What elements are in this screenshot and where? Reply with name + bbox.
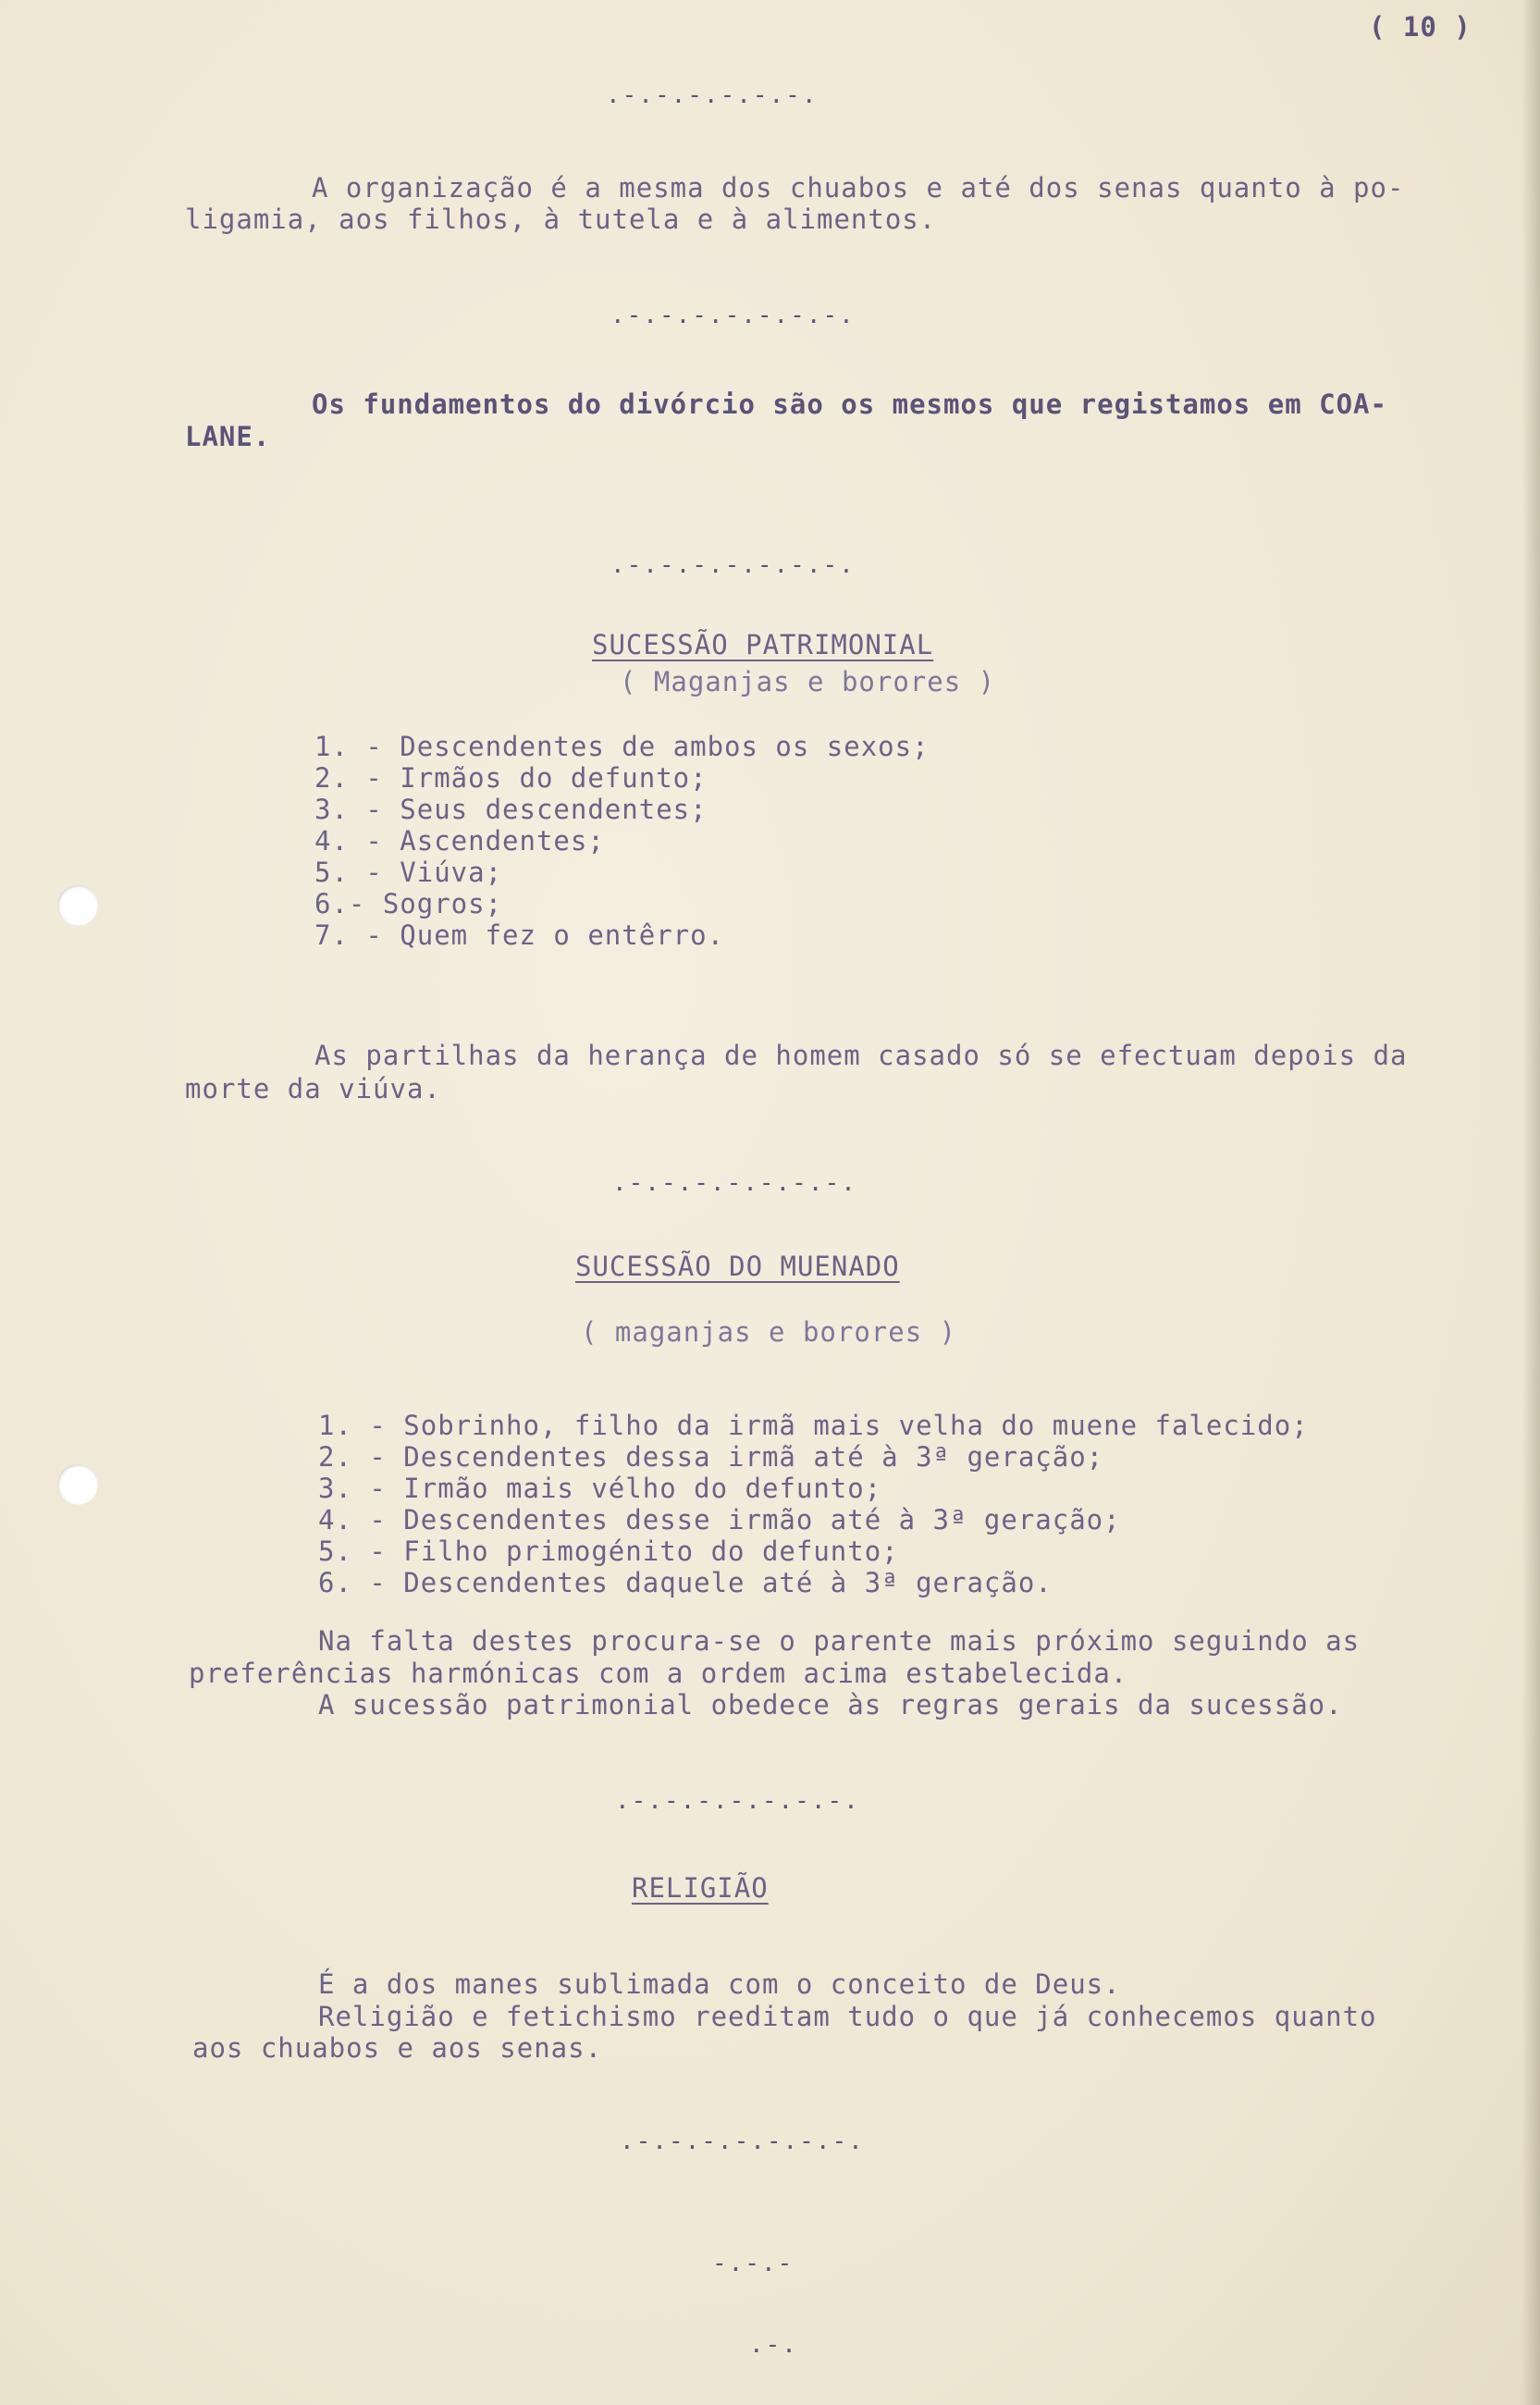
separator: .-.-.-.-.-.-.-. [612,1169,857,1197]
list-item: 2. - Descendentes dessa irmã até à 3ª geração; [318,1441,1104,1473]
separator: .-.-.-.-.-.-.-. [610,551,856,579]
page-number: ( 10 ) [1369,11,1472,43]
list-item: 2. - Irmãos do defunto; [314,762,708,794]
section-subtitle: ( Maganjas e borores ) [620,666,996,697]
paragraph-line: É a dos manes sublimada com o conceito de Deus. [318,1968,1121,2000]
list-item: 3. - Irmão mais vélho do defunto; [318,1473,882,1504]
separator: .-.-.-.-.-.-.-. [620,2128,865,2155]
section-title: RELIGIÃO [632,1872,769,1904]
section-title: SUCESSÃO DO MUENADO [575,1251,900,1282]
punch-hole-top [57,885,98,926]
paragraph-line: A sucessão patrimonial obedece às regras gerais da sucessão. [318,1689,1343,1720]
paragraph-line: As partilhas da herança de homem casado só se efectuam depois da [314,1040,1408,1071]
list-item: 4. - Ascendentes; [314,825,605,857]
paragraph-line: ligamia, aos filhos, à tutela e à alimentos. [185,204,937,235]
paragraph-line: morte da viúva. [185,1073,441,1104]
list-item: 4. - Descendentes desse irmão até à 3ª geração; [318,1504,1121,1536]
list-item: 7. - Quem fez o entêrro. [314,919,725,951]
section-title: SUCESSÃO PATRIMONIAL [592,629,934,660]
separator: .-.-.-.-.-.-.-. [610,302,856,329]
end-mark: -.-.- [712,2250,795,2277]
separator: .-.-.-.-.-.-.-. [615,1787,860,1815]
paragraph-line: Na falta destes procura-se o parente mais próximo seguindo as [318,1625,1361,1657]
paragraph-line: preferências harmónicas com a ordem acima estabelecida. [189,1658,1128,1689]
list-item: 5. - Viúva; [314,857,503,888]
paragraph-line: Os fundamentos do divórcio são os mesmos que registamos em COA- [312,388,1387,420]
separator: .-.-.-.-.-.-. [606,81,819,109]
page-edge [1522,0,1540,2405]
paragraph-line: A organização é a mesma dos chuabos e até dos senas quanto à po- [312,172,1405,204]
end-mark: .-. [749,2331,798,2359]
list-item: 1. - Descendentes de ambos os sexos; [314,731,930,762]
list-item: 6. - Descendentes daquele até à 3ª geração. [318,1567,1053,1598]
list-item: 5. - Filho primogénito do defunto; [318,1536,899,1567]
paragraph-line: Religião e fetichismo reeditam tudo o que já conhecemos quanto [318,2001,1377,2032]
paragraph-line: LANE. [185,421,271,452]
punch-hole-bottom [57,1464,98,1505]
list-item: 1. - Sobrinho, filho da irmã mais velha do muene falecido; [318,1410,1309,1441]
section-subtitle: ( maganjas e borores ) [581,1316,957,1348]
list-item: 3. - Seus descendentes; [314,794,708,825]
list-item: 6.- Sogros; [314,888,503,919]
paragraph-line: aos chuabos e aos senas. [192,2032,603,2064]
